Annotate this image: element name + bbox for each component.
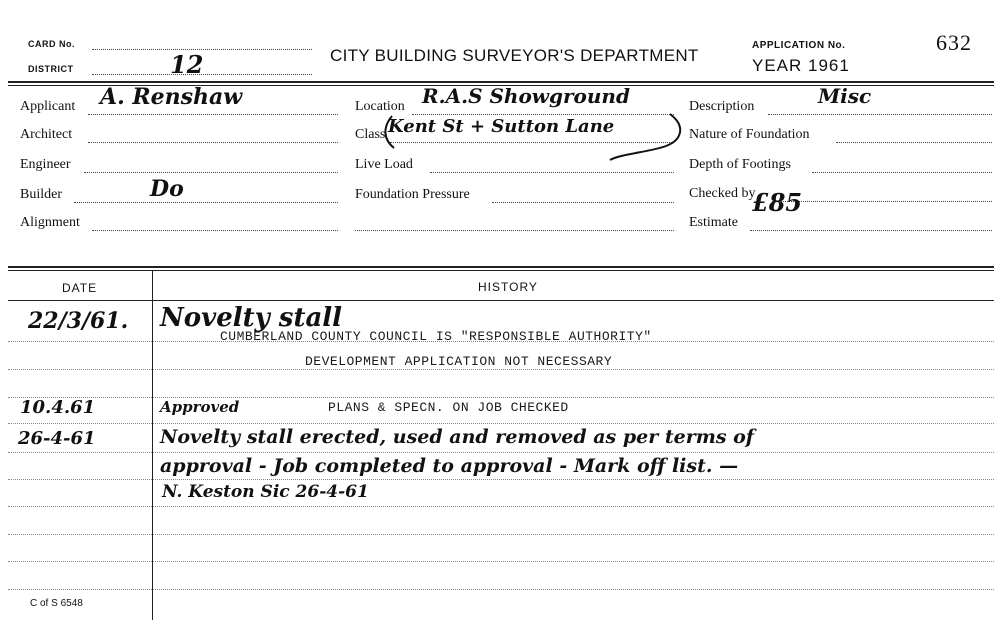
- class-bracket-scribble: [370, 110, 690, 165]
- estimate-line: [750, 230, 992, 231]
- depth-label: Depth of Footings: [689, 157, 791, 172]
- entry3-line1: Novelty stall erected, used and removed as per terms of: [160, 426, 754, 448]
- checked-by-line: [772, 201, 992, 202]
- history-rule: [8, 506, 994, 507]
- entry1-date: 22/3/61.: [28, 308, 129, 334]
- description-value: Misc: [818, 84, 872, 108]
- header-rule-top: [8, 81, 994, 83]
- history-rule-top2: [8, 270, 994, 271]
- card-no-label: CARD No.: [28, 39, 75, 49]
- architect-label: Architect: [20, 127, 73, 142]
- class-value: Kent St + Sutton Lane: [388, 116, 615, 137]
- date-column-divider: [152, 270, 153, 620]
- alignment-line: [92, 230, 338, 231]
- district-value: 12: [170, 50, 204, 79]
- history-rule: [8, 561, 994, 562]
- foundation-pressure-label: Foundation Pressure: [355, 187, 470, 202]
- builder-line: [74, 202, 338, 203]
- entry2-date: 10.4.61: [20, 397, 96, 418]
- history-rule: [8, 479, 994, 480]
- engineer-label: Engineer: [20, 157, 71, 172]
- entry3-line3: N. Keston Sic 26-4-61: [162, 482, 369, 502]
- estimate-label: Estimate: [689, 215, 738, 230]
- application-no: 632: [936, 30, 972, 55]
- estimate-value: £85: [752, 188, 803, 217]
- history-rule: [8, 534, 994, 535]
- district-label: DISTRICT: [28, 64, 74, 74]
- builder-value: Do: [150, 176, 184, 202]
- location-value: R.A.S Showground: [422, 84, 630, 108]
- entry2-text: Approved: [160, 398, 240, 416]
- builder-label: Builder: [20, 187, 62, 202]
- engineer-line: [84, 172, 338, 173]
- history-rule: [8, 397, 994, 398]
- history-rule-top: [8, 266, 994, 268]
- checked-by-label: Checked by: [689, 186, 756, 201]
- nature-label: Nature of Foundation: [689, 127, 810, 142]
- entry3-line2: approval - Job completed to approval - Mark off list. —: [160, 455, 739, 477]
- history-header-rule: [8, 300, 994, 301]
- description-label: Description: [689, 99, 755, 114]
- stamp-development-application: DEVELOPMENT APPLICATION NOT NECESSARY: [305, 354, 613, 369]
- history-header: HISTORY: [478, 280, 538, 294]
- form-number: C of S 6548: [30, 598, 83, 609]
- architect-line: [88, 142, 338, 143]
- application-no-label: APPLICATION No.: [752, 40, 846, 51]
- entry3-date: 26-4-61: [18, 428, 96, 449]
- entry1-text: Novelty stall: [160, 303, 343, 333]
- applicant-value: A. Renshaw: [100, 84, 243, 110]
- description-line: [768, 114, 992, 115]
- history-rule: [8, 452, 994, 453]
- date-header: DATE: [62, 281, 98, 295]
- nature-line: [836, 142, 992, 143]
- foundation-pressure-line: [492, 202, 674, 203]
- applicant-label: Applicant: [20, 99, 76, 114]
- history-rule: [8, 423, 994, 424]
- applicant-line: [88, 114, 338, 115]
- stamp-responsible-authority: CUMBERLAND COUNTY COUNCIL IS "RESPONSIBLE AUTHORITY": [220, 329, 652, 344]
- class-label: Class: [355, 127, 386, 142]
- live-load-line: [430, 172, 674, 173]
- year: YEAR 1961: [752, 56, 850, 75]
- alignment-label: Alignment: [20, 215, 80, 230]
- stamp-plans-checked: PLANS & SPECN. ON JOB CHECKED: [328, 400, 569, 415]
- department-title: CITY BUILDING SURVEYOR'S DEPARTMENT: [330, 46, 699, 65]
- live-load-label: Live Load: [355, 157, 413, 172]
- column2-blank-line: [355, 230, 674, 231]
- history-rule: [8, 589, 994, 590]
- location-label: Location: [355, 99, 405, 114]
- depth-line: [812, 172, 992, 173]
- history-rule: [8, 369, 994, 370]
